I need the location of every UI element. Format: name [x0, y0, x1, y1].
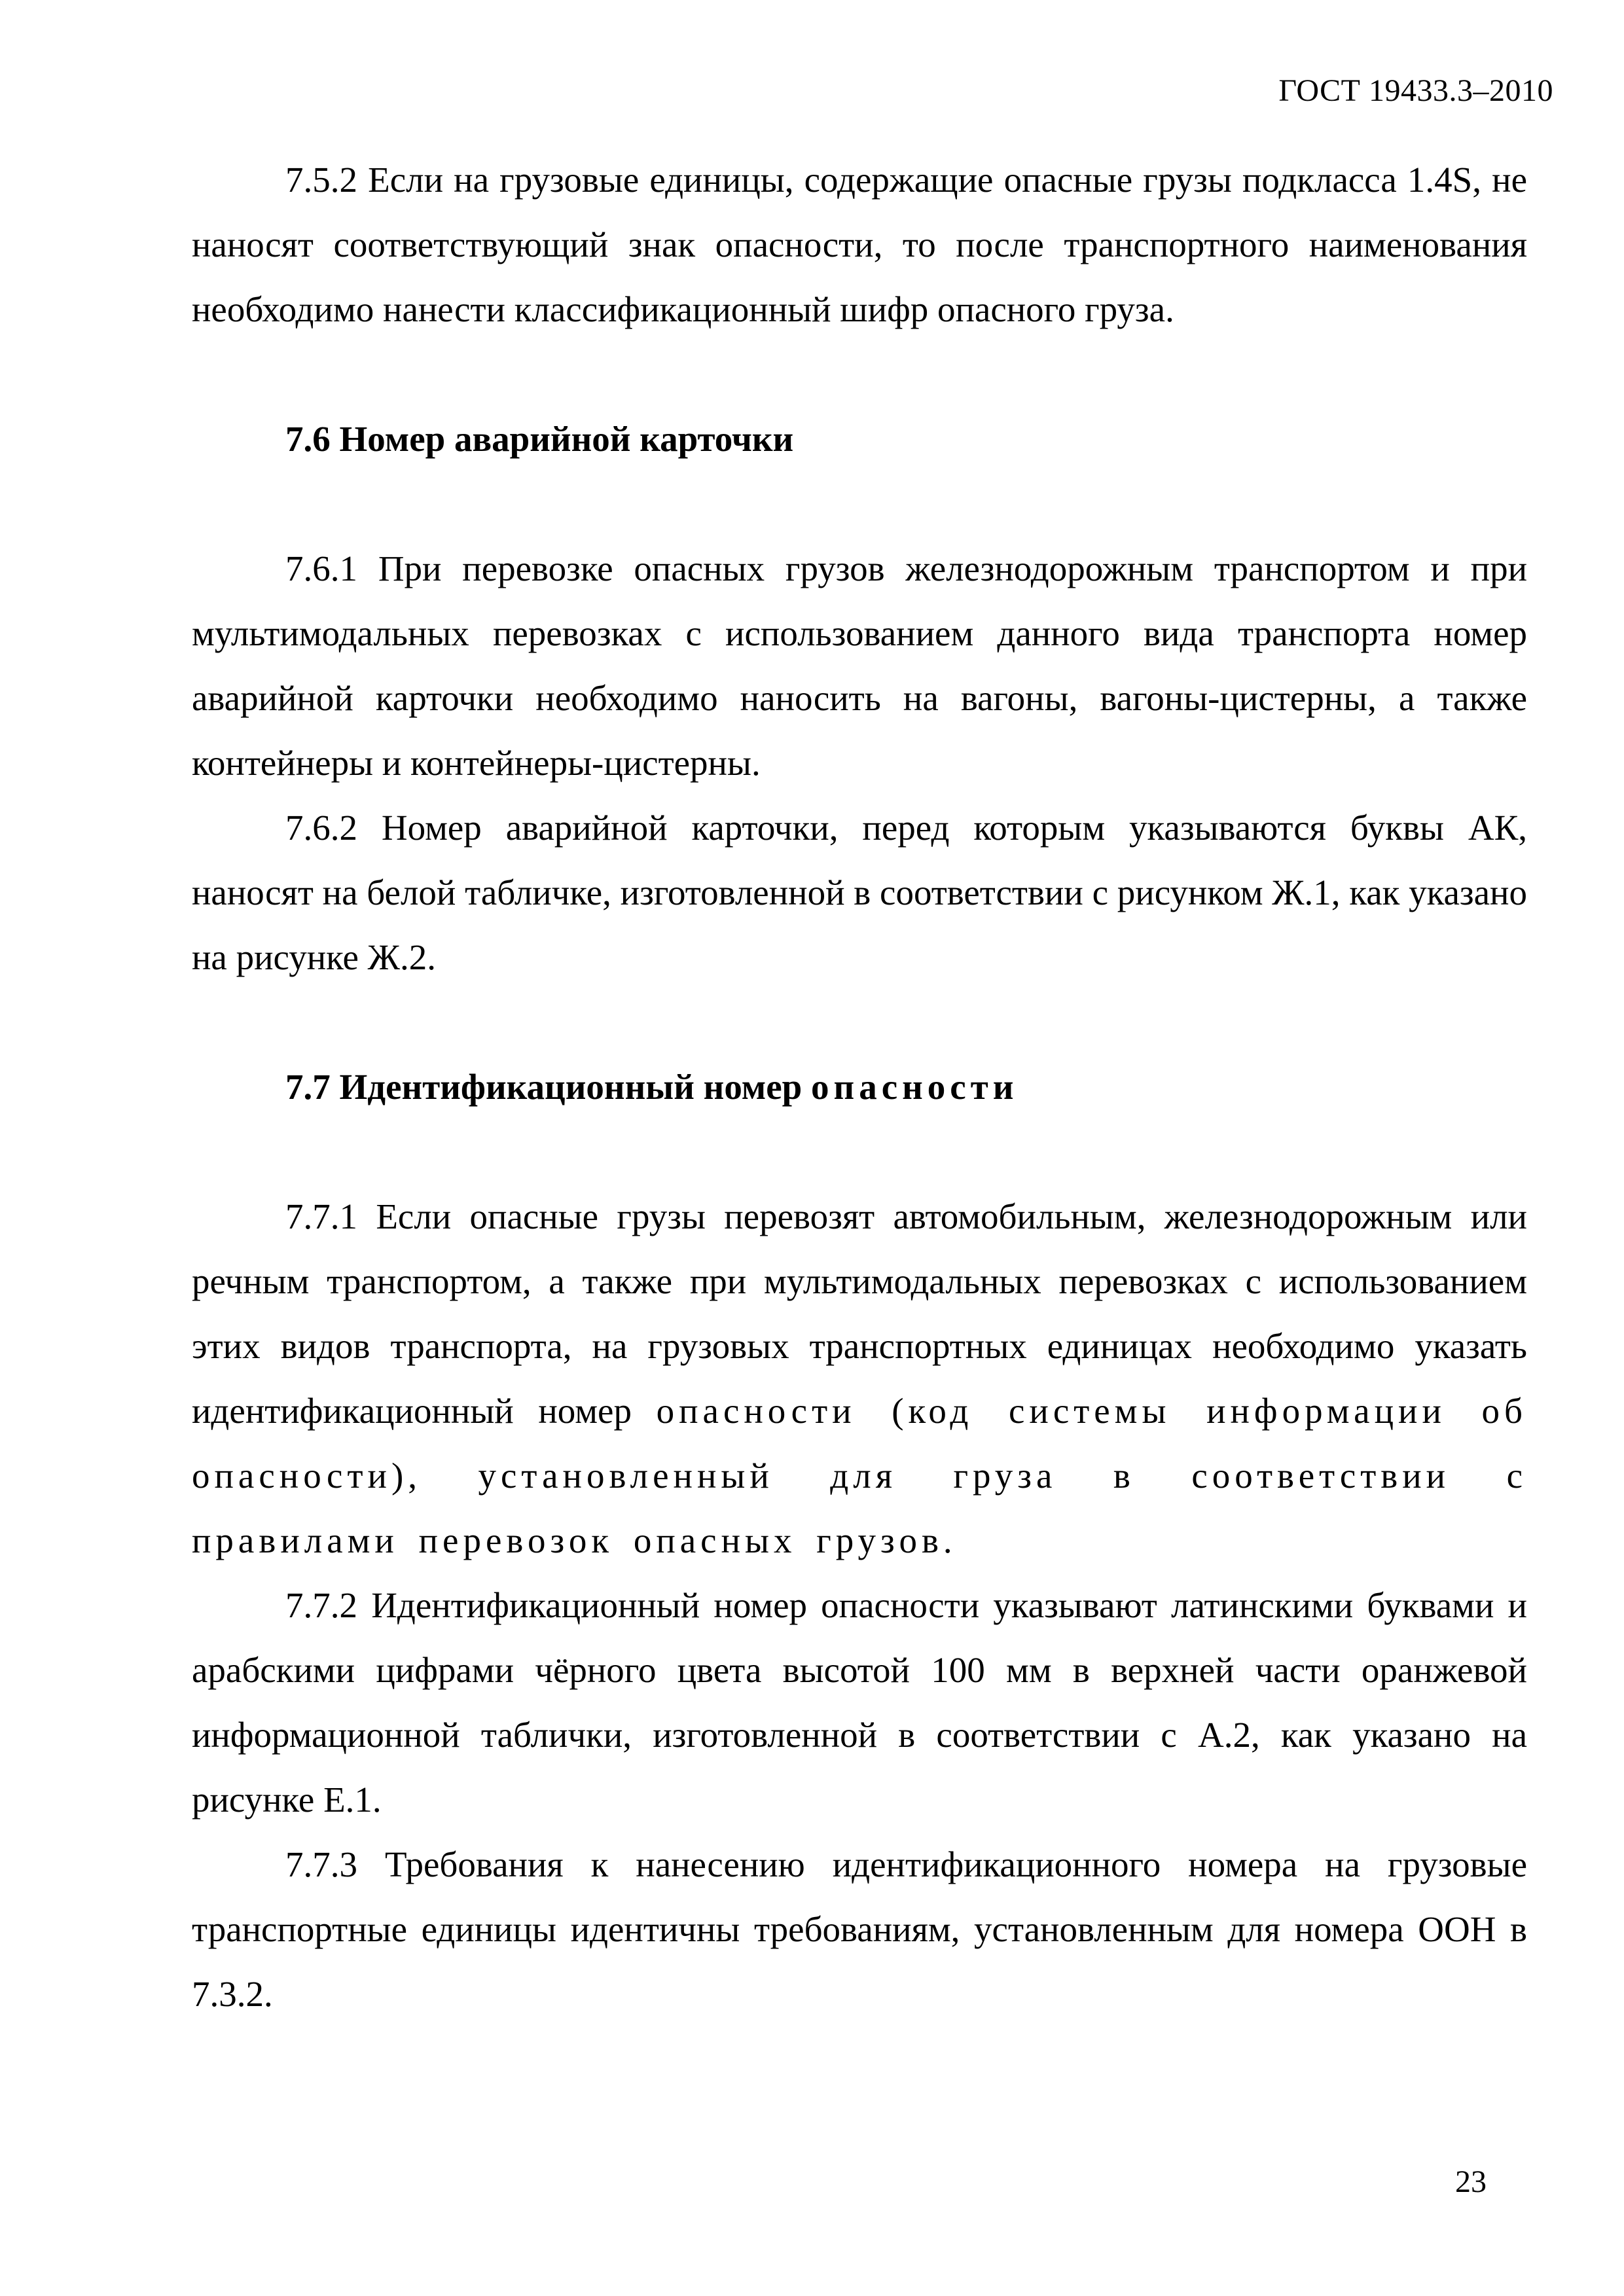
paragraph-7-6-2: 7.6.2 Номер аварийной карточки, перед которым указываются буквы АК, наносят на белой табличке, изготовленной в соответствии с рисунком Ж.1, как указано на рисунке Ж.2. [192, 808, 1527, 977]
paragraph-7-7-1-main: 7.7.1 Если опасные грузы перевозят автомобильным, железнодорожным или речным транспортом, а также при мультимодальных перевозках с использованием этих видов транспорта, на грузовых транспортных единицах необходимо указать идентификационный номер [192, 1196, 1527, 1431]
paragraph-7-5-2: 7.5.2 Если на грузовые единицы, содержащие опасные грузы подкласса 1.4S, не наносят соответствующий знак опасности, то после транспортного наименования необходимо нанести классификационный шифр опасного груза. [192, 160, 1527, 329]
section-spacer [192, 471, 1527, 536]
paragraph-7-7-2: 7.7.2 Идентификационный номер опасности указывают латинскими буквами и арабскими цифрами чёрного цвета высотой 100 мм в верхней части оранжевой информационной таблички, изготовленной в соответствии с А.2, как указано на рисунке Е.1. [192, 1585, 1527, 1820]
section-heading-7-7 [192, 1054, 1527, 1119]
page-number: 23 [1455, 2164, 1487, 2199]
paragraph-7-6-1: 7.6.1 При перевозке опасных грузов железнодорожным транспортом и при мультимодальных перевозках с использованием данного вида транспорта номер аварийной карточки необходимо наносить на вагоны, вагоны-цистерны, а также контейнеры и контейнеры-цистерны. [192, 548, 1527, 783]
section-heading-7-7-main: 7.7 Идентификационный номер [285, 1067, 812, 1107]
paragraph-7-7-1-spaced: опасности (код системы информации об опасности), установленный для груза в соответствии с правилами перевозок опасных грузов. [192, 1391, 1528, 1560]
document-body [192, 147, 1527, 2026]
document-code-header: ГОСТ 19433.3–2010 [1278, 73, 1553, 108]
section-spacer [192, 1119, 1527, 1184]
section-spacer [192, 990, 1527, 1054]
paragraph-7-7-1 [192, 1184, 1527, 1573]
section-heading-7-7-spaced: опасности [811, 1067, 1019, 1107]
paragraph-7-7-3: 7.7.3 Требования к нанесению идентификационного номера на грузовые транспортные единицы идентичны требованиям, установленным для номера ООН в 7.3.2. [192, 1844, 1527, 2014]
section-heading-7-6: 7.6 Номер аварийной карточки [285, 419, 794, 459]
section-spacer [192, 342, 1527, 406]
